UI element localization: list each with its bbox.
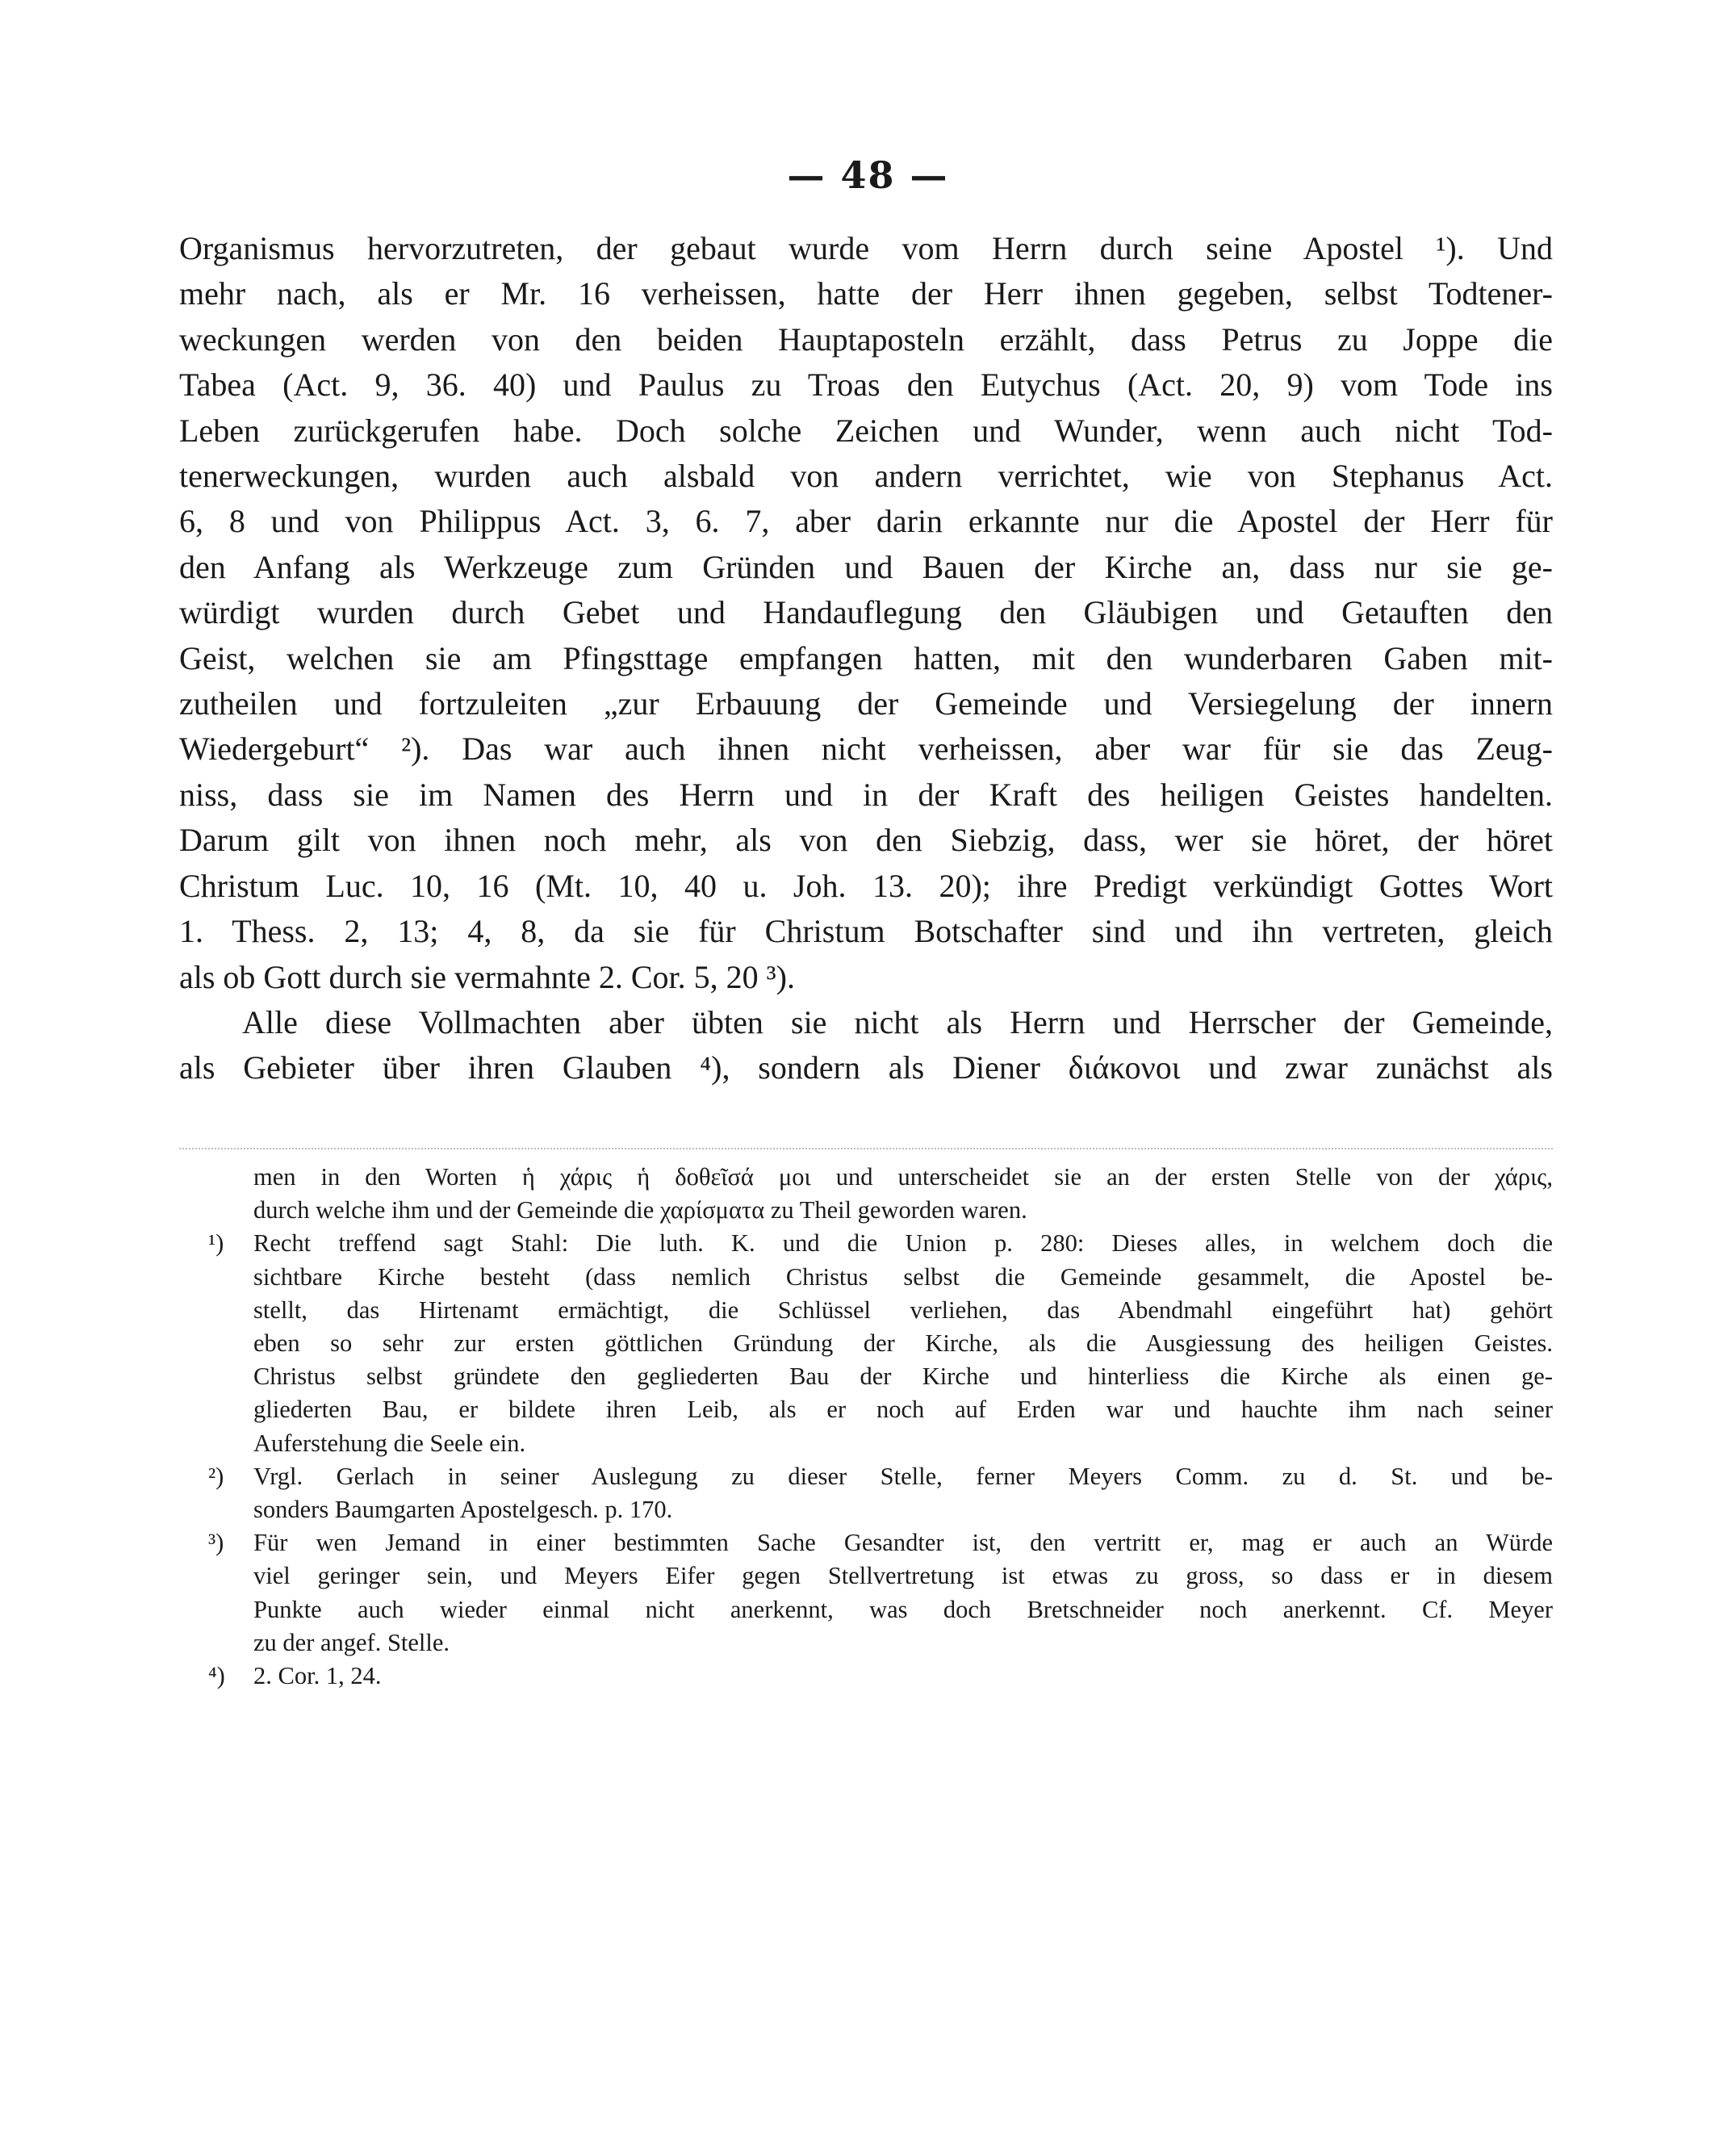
footnote-text: sonders Baumgarten Apostelgesch. p. 170. — [253, 1496, 673, 1524]
body-line: 1. Thess. 2, 13; 4, 8, da sie für Christum Botschafter sind und ihn vertreten, gleich — [179, 913, 1553, 950]
body-line: Darum gilt von ihnen noch mehr, als von den Siebzig, dass, wer sie höret, der höret — [179, 822, 1553, 859]
page-number: — 48 — — [787, 153, 949, 197]
footnote-line — [179, 1393, 1553, 1426]
footnote-marker: ⁴) — [208, 1662, 225, 1690]
footnote-text: Christus selbst gründete den gegliederten Bau der Kirche und hinterliess die Kirche als einen ge- — [253, 1363, 1553, 1391]
footnote — [179, 1526, 1553, 1660]
footnote-continuation — [179, 1161, 1553, 1227]
footnote-text: Für wen Jemand in einer bestimmten Sache Gesandter ist, den vertritt er, mag er auch an Würde — [253, 1529, 1553, 1557]
footnote-marker: ²) — [208, 1462, 224, 1490]
body-line: Wiedergeburt“ ²). Das war auch ihnen nicht verheissen, aber war für sie das Zeug- — [179, 730, 1553, 768]
footnote — [179, 1460, 1553, 1526]
footnote-text: viel geringer sein, und Meyers Eifer gegen Stellvertretung ist etwas zu gross, so dass er in diesem — [253, 1562, 1553, 1590]
body-line: als Gebieter über ihren Glauben ⁴), sondern als Diener διάκονοι und zwar zunächst als — [179, 1049, 1553, 1086]
footnote-continuation-line: men in den Worten ἡ χάρις ἡ δοθεῖσά μοι und unterscheidet sie an der ersten Stelle von der χάρις, — [253, 1163, 1553, 1191]
body-line: 6, 8 und von Philippus Act. 3, 6. 7, aber darin erkannte nur die Apostel der Herr für — [179, 503, 1553, 540]
footnote-line — [179, 1493, 1553, 1526]
footnote-marker: ¹) — [208, 1229, 224, 1258]
footnote-text: stellt, das Hirtenamt ermächtigt, die Schlüssel verliehen, das Abendmahl eingeführt hat) gehört — [253, 1296, 1553, 1324]
body-line: zutheilen und fortzuleiten „zur Erbauung der Gemeinde und Versiegelung der innern — [179, 685, 1553, 722]
body-line: Geist, welchen sie am Pfingsttage empfangen hatten, mit den wunderbaren Gaben mit- — [179, 639, 1553, 676]
body-line: als ob Gott durch sie vermahnte 2. Cor. 5, 20 ³). — [179, 958, 795, 995]
footnote-text: Vrgl. Gerlach in seiner Auslegung zu dieser Stelle, ferner Meyers Comm. zu d. St. und be- — [253, 1462, 1553, 1490]
footnote-text: zu der angef. Stelle. — [253, 1628, 450, 1656]
footnote-line — [179, 1360, 1553, 1393]
body-line: würdigt wurden durch Gebet und Handauflegung den Gläubigen und Getauften den — [179, 594, 1553, 631]
footnote-text: gliederten Bau, er bildete ihren Leib, als er noch auf Erden war und hauchte ihm nach seiner — [253, 1396, 1553, 1424]
footnote-line — [179, 1261, 1553, 1294]
body-line: Organismus hervorzutreten, der gebaut wurde vom Herrn durch seine Apostel ¹). Und — [179, 230, 1553, 266]
footnote — [179, 1227, 1553, 1459]
footnote-marker: ³) — [208, 1529, 224, 1557]
body-line: Alle diese Vollmachten aber übten sie nicht als Herrn und Herrscher der Gemeinde, — [242, 1003, 1553, 1040]
footnote-continuation-line: durch welche ihm und der Gemeinde die χαρίσματα zu Theil geworden waren. — [253, 1196, 1027, 1224]
footnote-line — [179, 1460, 1553, 1493]
footnotes-block — [179, 1161, 1553, 1693]
footnote-text: 2. Cor. 1, 24. — [253, 1662, 382, 1690]
footnote-line — [179, 1227, 1553, 1260]
footnote-text: Punkte auch wieder einmal nicht anerkennt, was doch Bretschneider noch anerkennt. Cf. Meyer — [253, 1595, 1553, 1623]
footnote-text: Auferstehung die Seele ein. — [253, 1429, 526, 1457]
footnote-line — [179, 1294, 1553, 1327]
footnote-divider — [179, 1148, 1553, 1149]
body-line: Leben zurückgerufen habe. Doch solche Zeichen und Wunder, wenn auch nicht Tod- — [179, 412, 1553, 449]
footnote-line — [179, 1660, 1553, 1693]
body-line: Tabea (Act. 9, 36. 40) und Paulus zu Troas den Eutychus (Act. 20, 9) vom Tode ins — [179, 366, 1553, 404]
body-line: den Anfang als Werkzeuge zum Gründen und Bauen der Kirche an, dass nur sie ge- — [179, 548, 1553, 585]
body-line: mehr nach, als er Mr. 16 verheissen, hatte der Herr ihnen gegeben, selbst Todtener- — [179, 275, 1553, 312]
main-text-block — [179, 226, 1553, 1091]
body-line: tenerweckungen, wurden auch alsbald von andern verrichtet, wie von Stephanus Act. — [179, 458, 1553, 495]
footnote-line — [179, 1559, 1553, 1593]
footnote — [179, 1660, 1553, 1693]
footnote-text: sichtbare Kirche besteht (dass nemlich Christus selbst die Gemeinde gesammelt, die Apostel be- — [253, 1262, 1553, 1291]
body-line: Christum Luc. 10, 16 (Mt. 10, 40 u. Joh. 13. 20); ihre Predigt verkündigt Gottes Wort — [179, 867, 1553, 904]
footnote-line — [179, 1626, 1553, 1660]
footnote-line — [179, 1327, 1553, 1360]
footnote-text: eben so sehr zur ersten göttlichen Gründung der Kirche, als die Ausgiessung des heiligen Geistes. — [253, 1329, 1553, 1358]
body-line: niss, dass sie im Namen des Herrn und in der Kraft des heiligen Geistes handelten. — [179, 776, 1553, 813]
body-line: weckungen werden von den beiden Hauptaposteln erzählt, dass Petrus zu Joppe die — [179, 320, 1553, 358]
footnote-line — [179, 1593, 1553, 1626]
footnote-line — [179, 1526, 1553, 1559]
footnote-line — [179, 1427, 1553, 1460]
footnote-text: Recht treffend sagt Stahl: Die luth. K. und die Union p. 280: Dieses alles, in welchem doch die — [253, 1229, 1553, 1258]
footnote-list — [179, 1227, 1553, 1693]
